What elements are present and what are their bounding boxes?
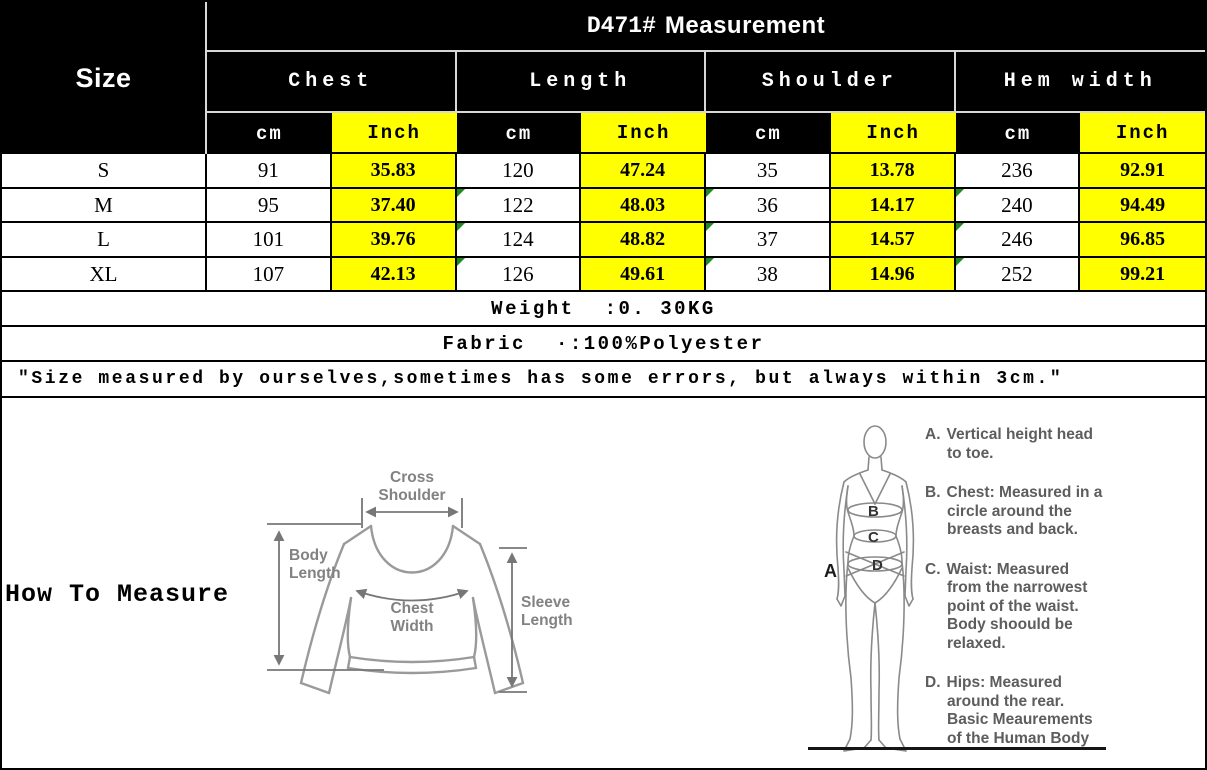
how-to-measure-heading: How To Measure [5, 580, 230, 609]
unit-header-hem-inch: Inch [1080, 113, 1205, 154]
length-cm-m: 122 [457, 189, 582, 223]
unit-header-shoulder-inch: Inch [831, 113, 956, 154]
hem-inch-m: 94.49 [1080, 189, 1205, 223]
shoulder-inch-xl: 14.96 [831, 258, 956, 292]
chest-cm-s: 91 [207, 154, 332, 189]
chest-cm-xl: 107 [207, 258, 332, 292]
shoulder-cm-l: 37 [706, 223, 831, 258]
unit-header-chest-cm: cm [207, 113, 332, 154]
length-cm-s: 120 [457, 154, 582, 189]
instruction-b-line1: Chest: Measured in a [946, 484, 1103, 501]
instruction-c-line3: point of the waist. [947, 597, 1079, 615]
group-header-length: Length [457, 52, 707, 113]
shoulder-inch-m: 14.17 [831, 189, 956, 223]
unit-header-hem-cm: cm [956, 113, 1081, 154]
size-label-l: L [2, 223, 207, 258]
length-cm-xl: 126 [457, 258, 582, 292]
instruction-c-prefix: C. [925, 560, 941, 578]
instruction-d-line1: Hips: Measured [946, 674, 1062, 691]
chest-width-label-line1: Chest [390, 600, 434, 617]
chest-inch-l: 39.76 [332, 223, 457, 258]
product-code: D471# [586, 13, 656, 39]
body-measure-diagram [808, 406, 943, 758]
instruction-c [925, 561, 1120, 654]
hem-cm-l: 246 [956, 223, 1081, 258]
chest-cm-m: 95 [207, 189, 332, 223]
instruction-c-line1: Waist: Measured [946, 560, 1070, 578]
shoulder-cm-m: 36 [706, 189, 831, 223]
cross-shoulder-label-line2: Shoulder [378, 487, 446, 504]
figure-letter-b: B [868, 503, 879, 520]
shoulder-cm-s: 35 [706, 154, 831, 189]
figure-letter-d: D [872, 557, 883, 574]
length-cm-l: 124 [457, 223, 582, 258]
unit-header-chest-inch: Inch [332, 113, 457, 154]
size-label-s: S [2, 154, 207, 189]
instruction-d-line3: Basic Meaurements [947, 711, 1093, 728]
fabric-row [2, 327, 1205, 362]
length-inch-l: 48.82 [581, 223, 706, 258]
weight-value: :0. 30KG [604, 297, 716, 320]
shoulder-inch-l: 14.57 [831, 223, 956, 258]
cross-shoulder-label-line1: Cross [390, 469, 434, 486]
instruction-b-line2: circle around the [947, 502, 1072, 520]
instruction-d-line4: of the Human Body [947, 729, 1090, 747]
weight-label: Weight [491, 297, 575, 320]
unit-header-shoulder-cm: cm [706, 113, 831, 154]
table-title [207, 2, 1205, 52]
body-length-label-line2: Length [289, 565, 341, 582]
body-outline [837, 426, 914, 751]
instruction-c-line2: from the narrowest [947, 579, 1088, 596]
measure-instructions [925, 426, 1120, 769]
chest-cm-l: 101 [207, 223, 332, 258]
size-label-xl: XL [2, 258, 207, 292]
unit-header-length-cm: cm [457, 113, 582, 154]
chest-inch-xl: 42.13 [332, 258, 457, 292]
sleeve-length-label-line1: Sleeve [521, 594, 571, 611]
hem-inch-s: 92.91 [1080, 154, 1205, 189]
length-inch-m: 48.03 [581, 189, 706, 223]
instruction-c-line4: Body shoould be [947, 616, 1073, 633]
sleeve-length-label-line2: Length [521, 612, 573, 629]
instruction-c-line5: relaxed. [947, 634, 1006, 652]
instruction-b [925, 484, 1120, 540]
shoulder-inch-s: 13.78 [831, 154, 956, 189]
instruction-a-prefix: A. [925, 426, 941, 443]
unit-header-length-inch: Inch [581, 113, 706, 154]
size-column-header: Size [2, 2, 207, 154]
group-header-shoulder: Shoulder [706, 52, 956, 113]
length-inch-xl: 49.61 [581, 258, 706, 292]
figure-letter-a: A [824, 561, 837, 581]
hem-inch-xl: 99.21 [1080, 258, 1205, 292]
fabric-value: ·:100%Polyester [555, 332, 765, 355]
chest-inch-s: 35.83 [332, 154, 457, 189]
hem-cm-s: 236 [956, 154, 1081, 189]
size-label-m: M [2, 189, 207, 223]
instruction-a-line1: Vertical height head [946, 426, 1093, 443]
shoulder-cm-xl: 38 [706, 258, 831, 292]
group-header-hem-width: Hem width [956, 52, 1206, 113]
instruction-b-prefix: B. [925, 484, 941, 501]
hem-cm-xl: 252 [956, 258, 1081, 292]
shirt-measure-diagram [249, 440, 599, 730]
instruction-a-line2: to toe. [947, 444, 994, 462]
group-header-chest: Chest [207, 52, 457, 113]
weight-row [2, 292, 1205, 327]
length-inch-s: 47.24 [581, 154, 706, 189]
disclaimer-text: ″Size measured by ourselves,sometimes has some errors, but always within 3cm.″ [18, 369, 1064, 389]
instruction-d-prefix: D. [925, 674, 941, 691]
disclaimer-note [2, 362, 1205, 396]
instruction-d-line2: around the rear. [947, 692, 1065, 710]
body-length-label-line1: Body [289, 547, 328, 564]
how-to-measure-section [0, 398, 1207, 770]
chest-inch-m: 37.40 [332, 189, 457, 223]
instruction-b-line3: breasts and back. [947, 521, 1078, 538]
figure-letter-c: C [868, 529, 879, 546]
instruction-a [925, 426, 1120, 463]
hem-inch-l: 96.85 [1080, 223, 1205, 258]
hem-cm-m: 240 [956, 189, 1081, 223]
instruction-d [925, 674, 1120, 748]
chest-width-label-line2: Width [390, 618, 434, 635]
fabric-label: Fabric [442, 332, 526, 355]
title-text: Measurement [664, 12, 826, 39]
